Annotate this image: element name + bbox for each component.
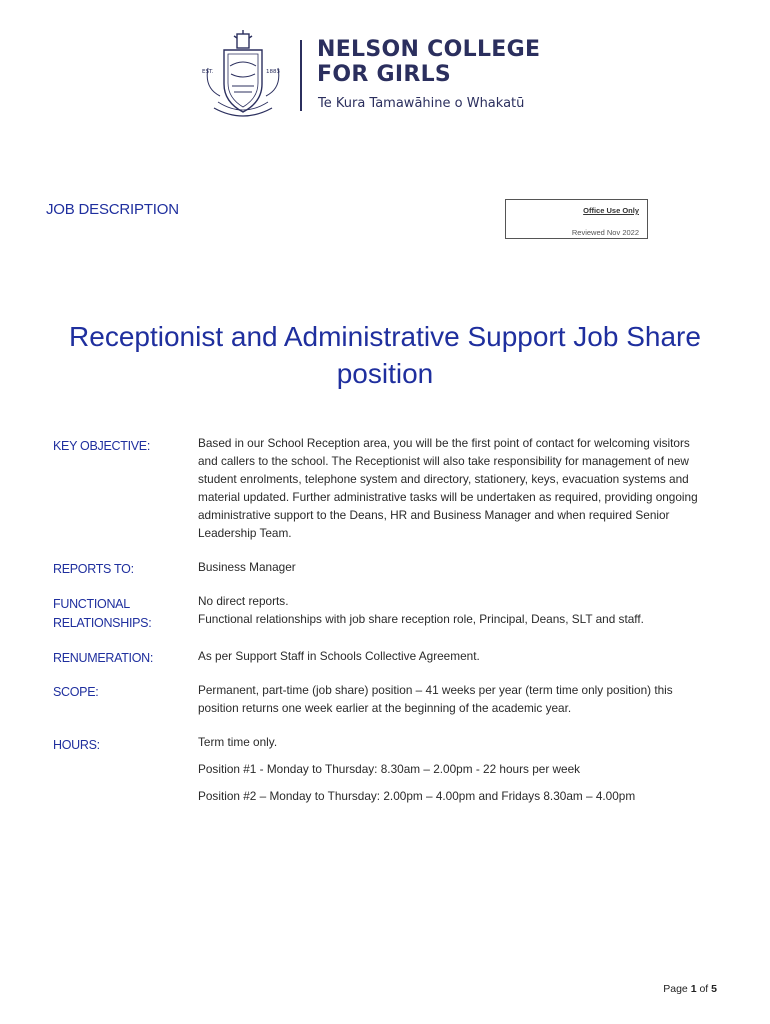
- page-current: 1: [690, 983, 697, 995]
- page-word: Page: [663, 983, 688, 995]
- office-use-title: Office Use Only: [583, 206, 639, 215]
- functional-relationships-label: FUNCTIONAL RELATIONSHIPS:: [53, 597, 152, 630]
- job-title: Receptionist and Administrative Support Job Share position: [69, 321, 701, 389]
- school-name: [317, 37, 540, 87]
- functional-relationships-line: Functional relationships with job share reception role, Principal, Deans, SLT and staff.: [198, 612, 644, 626]
- school-name-line2: FOR GIRLS: [317, 62, 452, 87]
- scope-label: SCOPE:: [53, 685, 99, 699]
- functional-relationships-line: No direct reports.: [198, 594, 289, 608]
- scope-text: Permanent, part-time (job share) position – 41 weeks per year (term time only position) this position returns one week earlier at the beginning of the academic year.: [198, 683, 673, 715]
- crest-est-text: EST.: [202, 69, 214, 75]
- logo-divider: [300, 40, 302, 111]
- school-crest-logo: [200, 28, 286, 120]
- reports-to-label: REPORTS TO:: [53, 562, 134, 576]
- of-word: of: [699, 983, 709, 995]
- renumeration-label: RENUMERATION:: [53, 651, 154, 665]
- reviewed-date: Reviewed Nov 2022: [571, 228, 639, 237]
- office-use-box: [505, 199, 648, 239]
- functional-relationships-text: [198, 592, 708, 628]
- hours-line: Term time only.: [198, 735, 278, 749]
- reports-to-text: Business Manager: [198, 560, 296, 574]
- school-name-line1: NELSON COLLEGE: [317, 37, 541, 62]
- hours-text: [198, 733, 708, 805]
- key-objective-text: Based in our School Reception area, you will be the first point of contact for welcoming visitors and callers to the school. The Receptionist will also take responsibility for management of new student enrolments, telephone system and directory, stationery, keys, evacuation systems and material updated. Further administrative tasks will be undertaken as required, providing ongoing administrative support to the Deans, HR and Business Manager and when required Senior Leadership Team.: [198, 436, 698, 540]
- crest-year-text: 1883: [266, 69, 280, 75]
- key-objective-label: KEY OBJECTIVE:: [53, 439, 150, 453]
- renumeration-text: As per Support Staff in Schools Collective Agreement.: [198, 649, 480, 663]
- page-total: 5: [711, 983, 717, 995]
- school-tagline: Te Kura Tamawāhine o Whakatū: [318, 96, 525, 111]
- hours-line: Position #1 - Monday to Thursday: 8.30am – 2.00pm - 22 hours per week: [198, 762, 581, 776]
- hours-label: HOURS:: [53, 738, 100, 752]
- page-number: [663, 983, 717, 995]
- hours-line: Position #2 – Monday to Thursday: 2.00pm – 4.00pm and Fridays 8.30am – 4.00pm: [198, 789, 636, 803]
- document-type-heading: JOB DESCRIPTION: [46, 201, 179, 218]
